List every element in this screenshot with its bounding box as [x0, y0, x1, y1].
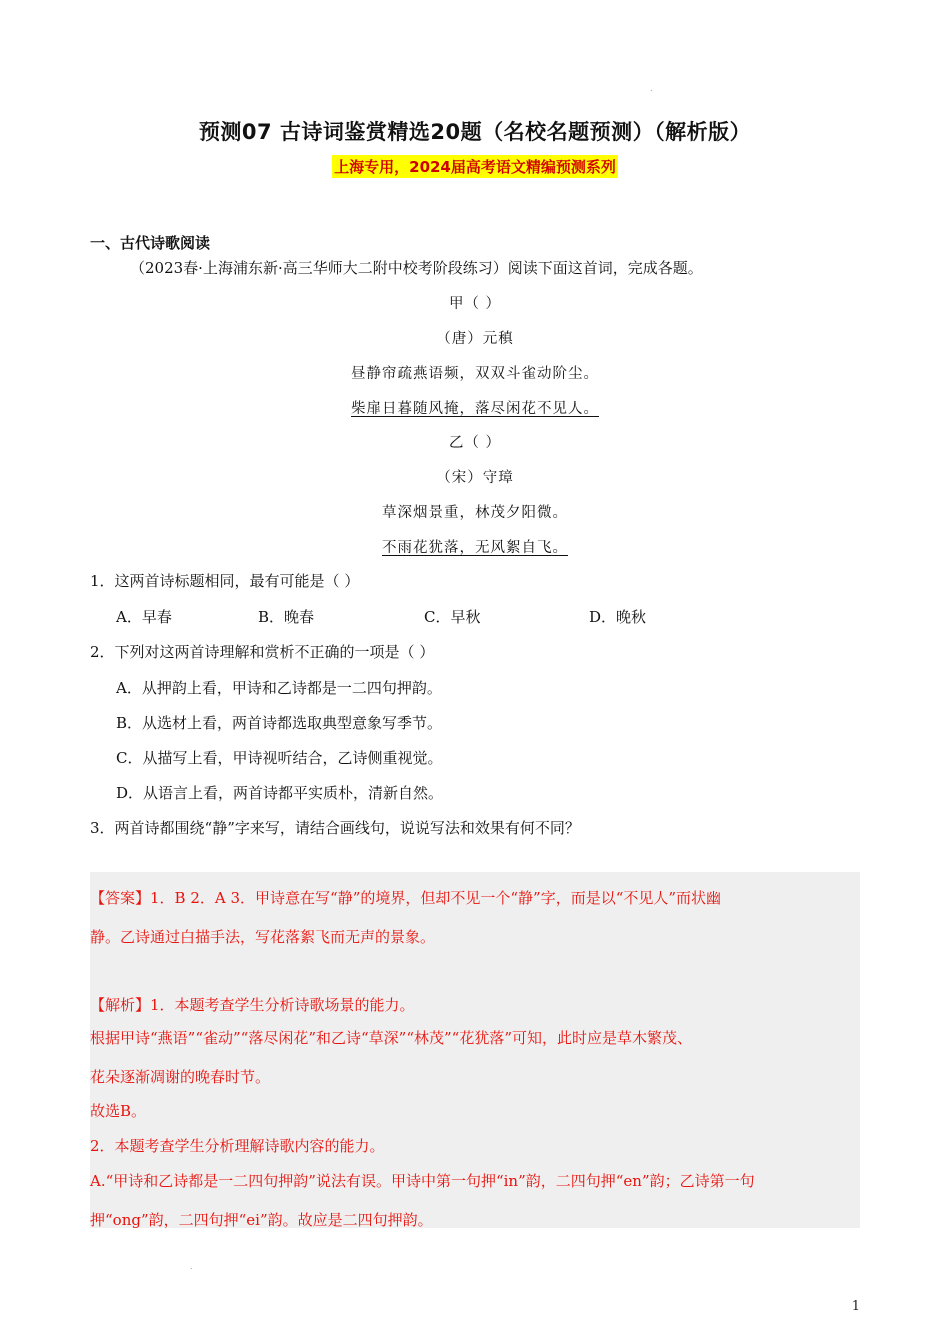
poem-b-line-1: 草深烟景重，林茂夕阳微。	[382, 505, 568, 521]
analysis-line-3: 花朵逐渐凋谢的晚春时节。	[90, 1068, 271, 1086]
answer-line-2: 静。乙诗通过白描手法，写花落絮飞而无声的景象。	[90, 928, 436, 946]
analysis-line-7: 押“ong”韵，二四句押“ei”韵。故应是二四句押韵。	[90, 1211, 433, 1229]
poem-b-line-2: 不雨花犹落，无风絮自飞。	[382, 540, 568, 556]
poem-b-title: 乙（ ）	[448, 435, 502, 451]
section-title: 一、古代诗歌阅读	[90, 234, 211, 252]
analysis-line-4: 故选B。	[90, 1102, 147, 1120]
stray-dot: .	[650, 84, 653, 93]
analysis-line-5: 2．本题考查学生分析理解诗歌内容的能力。	[90, 1137, 385, 1155]
question-3: 3．两首诗都围绕“静”字来写，请结合画线句，说说写法和效果有何不同？	[90, 819, 580, 837]
question-2: 2．下列对这两首诗理解和赏析不正确的一项是（ ）	[90, 643, 435, 661]
analysis-line-2: 根据甲诗“燕语”“雀动”“落尽闲花”和乙诗“草深”“林茂”“花犹落”可知，此时应是草木繁茂、	[90, 1029, 693, 1047]
stray-dot: .	[190, 1262, 193, 1271]
q2-option-a: A．从押韵上看，甲诗和乙诗都是一二四句押韵。	[116, 679, 442, 697]
q1-option-d: D．晚秋	[589, 608, 647, 626]
page-title: 预测07 古诗词鉴赏精选20题（名校名题预测）（解析版）	[198, 120, 752, 144]
poem-a-line-2: 柴扉日暮随风掩，落尽闲花不见人。	[351, 401, 599, 417]
analysis-line-6: A.“甲诗和乙诗都是一二四句押韵”说法有误。甲诗中第一句押“in”韵，二四句押“en”韵；乙诗第一句	[90, 1172, 755, 1190]
page-subtitle: 上海专用，2024届高考语文精编预测系列	[332, 155, 618, 178]
poem-a-author: （唐）元稹	[436, 331, 514, 347]
poem-b-author: （宋）守璋	[436, 470, 514, 486]
question-1: 1．这两首诗标题相同，最有可能是（ ）	[90, 572, 360, 590]
page-number: 1	[851, 1299, 860, 1314]
poem-a-title: 甲（ ）	[448, 296, 502, 312]
q2-option-d: D．从语言上看，两首诗都平实质朴，清新自然。	[116, 784, 444, 802]
q1-option-a: A．早春	[116, 608, 172, 626]
poem-b-line-2-container	[0, 536, 950, 557]
subtitle-container	[0, 155, 950, 178]
q2-option-c: C．从描写上看，甲诗视听结合，乙诗侧重视觉。	[116, 749, 443, 767]
poem-a-line-2-container	[0, 397, 950, 418]
question-source: （2023春·上海浦东新·高三华师大二附中校考阶段练习）阅读下面这首词，完成各题。	[130, 259, 703, 277]
q1-option-b: B．晚春	[258, 608, 315, 626]
poem-a-line-1: 昼静帘疏燕语频，双双斗雀动阶尘。	[351, 366, 599, 382]
q2-option-b: B．从选材上看，两首诗都选取典型意象写季节。	[116, 714, 443, 732]
answer-line-1: 【答案】1．B 2．A 3．甲诗意在写“静”的境界，但却不见一个“静”字，而是以“不见人”而状幽	[90, 889, 722, 907]
analysis-line-1: 【解析】1．本题考查学生分析诗歌场景的能力。	[90, 996, 415, 1014]
q1-option-c: C．早秋	[424, 608, 481, 626]
